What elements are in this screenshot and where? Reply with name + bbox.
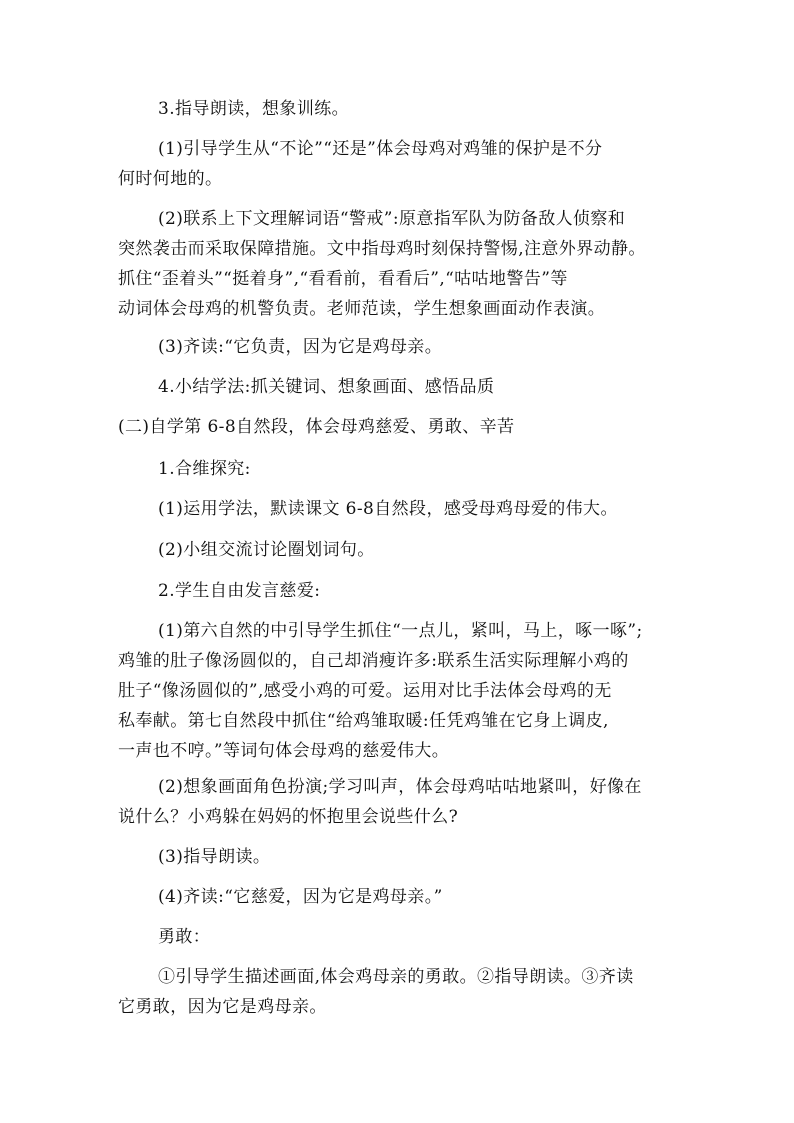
text-line: 私奉献。第七自然段中抓住“给鸡雏取暖:任凭鸡雏在它身上调皮,	[118, 711, 609, 731]
text-line: 肚子“像汤圆似的”,感受小鸡的可爱。运用对比手法体会母鸡的无	[118, 681, 612, 701]
text-line: 4.小结学法:抓关键词、想象画面、感悟品质	[158, 377, 495, 397]
text-line: 动词体会母鸡的机警负责。老师范读，学生想象画面动作表演。	[118, 299, 606, 319]
text-line: (3)齐读:“它负责，因为它是鸡母亲。	[158, 337, 443, 357]
text-line: (3)指导朗读。	[158, 847, 271, 867]
section-heading-self-study	[118, 412, 678, 442]
paragraph-step-3	[158, 94, 718, 124]
text-line: 2.学生自由发言慈爱:	[158, 581, 321, 601]
text-line: 突然袭击而采取保障措施。文中指母鸡时刻保持警惕,注意外界动静。	[118, 239, 646, 259]
text-line: 抓住“歪着头”“挺着身”,“看看前，看看后”,“咕咕地警告”等	[118, 269, 568, 289]
text-line: 它勇敢，因为它是鸡母亲。	[118, 997, 327, 1017]
text-line: (2)小组交流讨论圈划词句。	[158, 540, 375, 560]
text-line: (1)第六自然的中引导学生抓住“一点儿，紧叫，马上，啄一啄”;	[158, 621, 643, 641]
text-line: (1)引导学生从“不论”“还是”体会母鸡对鸡雏的保护是不分	[158, 139, 603, 159]
paragraph-brave-heading	[158, 922, 718, 952]
paragraph-brave-guide	[118, 962, 678, 1022]
text-line: (二)自学第 6-8自然段，体会母鸡慈爱、勇敢、辛苦	[118, 417, 515, 437]
paragraph-apply-method	[158, 494, 718, 524]
text-line: 勇敢：	[158, 927, 211, 947]
paragraph-read-aloud-1	[158, 332, 718, 362]
paragraph-guide-students	[118, 134, 678, 194]
text-line: 一声也不哼。”等词句体会母鸡的慈爱伟大。	[118, 741, 450, 761]
paragraph-sixth-section	[118, 616, 678, 766]
text-line: (2)联系上下文理解词语“警戒”:原意指军队为防备敌人侦察和	[158, 209, 626, 229]
paragraph-context-understanding	[118, 204, 678, 324]
text-line: 说什么？小鸡躲在妈妈的怀抱里会说些什么?	[118, 807, 459, 827]
text-line: (2)想象画面角色扮演;学习叫声，体会母鸡咕咕地紧叫，好像在	[158, 777, 642, 797]
paragraph-group-discussion	[158, 535, 718, 565]
text-line: (1)运用学法，默读课文 6-8自然段，感受母鸡母爱的伟大。	[158, 499, 618, 519]
paragraph-role-play	[118, 772, 678, 832]
text-line: 3.指导朗读，想象训练。	[158, 99, 350, 119]
text-line: ①引导学生描述画面,体会鸡母亲的勇敢。②指导朗读。③齐读	[158, 967, 634, 987]
paragraph-read-aloud-2	[158, 882, 718, 912]
paragraph-free-speech	[158, 576, 718, 606]
paragraph-summary-method	[158, 372, 718, 402]
text-line: 鸡雏的肚子像汤圆似的，自己却消瘦许多:联系生活实际理解小鸡的	[118, 651, 629, 671]
text-line: 何时何地的。	[118, 169, 223, 189]
text-line: (4)齐读:“它慈爱，因为它是鸡母亲。”	[158, 887, 443, 907]
paragraph-cooperative-inquiry	[158, 454, 718, 484]
paragraph-guided-reading	[158, 842, 718, 872]
text-line: 1.合维探究:	[158, 459, 251, 479]
